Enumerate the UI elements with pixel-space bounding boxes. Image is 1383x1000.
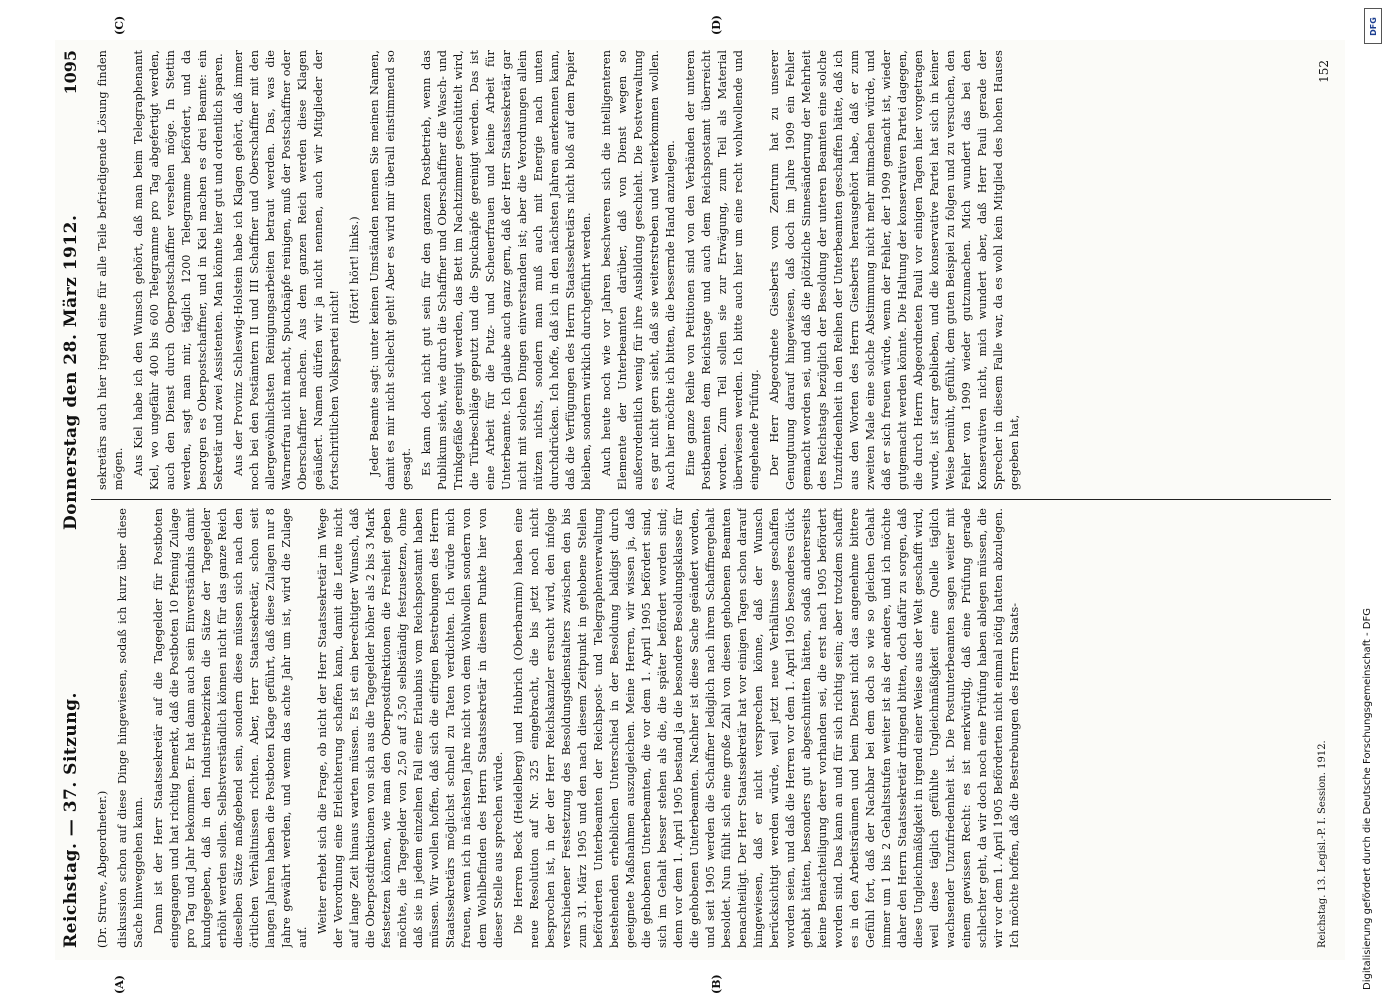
paragraph: sekretärs auch hier irgend eine für alle Teile befriedigende Lösung finden mögen.	[96, 50, 125, 490]
paragraph: Es kann doch nicht gut sein für den ganzen Postbetrieb, wenn das Publikum sieht, wie durch die Schaffner und Oberschaffner die Wasch- und Trinkgefäße gereinigt werden, das Bett im Nachtzimmer geschüttelt wird, die Türbeschläge geputzt und die Spucknäpfe gereinigt werden. Das ist eine Arbeit für die Putz- und Scheuerfrauen und keine Arbeit für Unterbeamte. Ich glaube auch ganz gern, daß der Herr Staatssekretär gar nicht mit solchen Dingen einverstanden ist; aber die Verordnungen allein nützen nichts, sondern man muß auch mit Energie nach unten durchdrücken. Ich hoffe, daß ich in den nächsten Jahren anerkennen kann, daß die Verfügungen des Herrn Staatssekretärs nicht bloß auf dem Papier bleiben, sondern wirklich durchgeführt werden.	[420, 50, 593, 490]
paragraph: Eine ganze Reihe von Petitionen sind von den Verbänden der unteren Postbeamten dem Reichstage und auch dem Reichspostamt überreicht worden. Zum Teil sollen sie zur Erwägung, zum Teil als Material überwiesen werden. Ich bitte auch hier um eine recht wohlwollende und eingehende Prüfung.	[684, 50, 761, 490]
document-page	[55, 15, 1345, 994]
paragraph: Der Herr Abgeordnete Giesberts vom Zentrum hat zu unserer Genugtuung darauf hingewiesen, daß doch im Jahre 1909 ein Fehler gemacht worden sei, und daß die plötzliche Sinnesänderung der Mehrheit des Reichstags bezüglich der Besoldung der unteren Beamten eine solche Unzufriedenheit in den Reihen der Unterbeamten geschaffen hätte, daß ich aus den Worten des Herrn Giesberts herausgehört habe, daß er zum zweiten Male eine solche Abstimmung nicht mehr mitmachen würde, und daß er sich freuen würde, wenn der Fehler, der 1909 gemacht ist, wieder gutgemacht werden könnte. Die Haltung der konservativen Partei dagegen, die durch Herrn Abgeordneten Pauli vor einigen Tagen hier vorgetragen wurde, ist starr geblieben, und die konservative Partei hat sich in keiner Weise bemüht, gefühlt, dem guten Beispiel zu folgen und zu versuchen, den Fehler von 1909 wieder gutzumachen. Mich wundert das bei den Konservativen nicht, mich wundert aber, daß Herr Pauli gerade der Sprecher in diesem Falle war, da es wohl kein Mitglied des hohen Hauses gegeben hat,	[768, 50, 1021, 490]
column-divider	[91, 499, 1331, 500]
right-text-column	[95, 50, 1325, 490]
speaker-note: (Dr. Struve, Abgeordneter.)	[96, 790, 109, 948]
paragraph: Aus Kiel habe ich den Wunsch gehört, daß man beim Telegraphenamt Kiel, wo ungefähr 400 bis 600 Telegramme pro Tag abgefertigt werden, auch den Dienst durch Oberpostschaffner versehen möge. In Stettin werden, sagt man mir, täglich 1200 Telegramme befördert, und da besorgen es Oberpostschaffner, und in Kiel machen es drei Beamte: ein Sekretär und zwei Assistenten. Man könnte hier gut und ordentlich sparen.	[132, 50, 225, 490]
paragraph: Aus der Provinz Schleswig-Holstein habe ich Klagen gehört, daß immer noch bei den Postämtern II und III Schaffner und Oberschaffner mit den allergewöhnlichsten Reinigungsarbeiten betraut werden. Das, was die Warnerfrau nicht macht, Spucknäpfe reinigen, muß der Postschaffner oder Oberschaffner machen. Aus dem ganzen Reich werden diese Klagen geäußert. Namen dürfen wir ja nicht nennen, auch wir Mitglieder der fortschrittlichen Volkspartei nicht!	[232, 50, 341, 490]
paragraph: Weiter erhebt sich die Frage, ob nicht der Herr Staatssekretär im Wege der Verordnung eine Erleichterung schaffen kann, damit die Leute nicht auf lange Zeit hinaus warten müssen. Es ist ein berechtigter Wunsch, daß die Oberpostdirektionen von sich aus die Tagegelder höher als 2 bis 3 Mark festsetzen können, wie man den Oberpostdirektionen die Freiheit geben möchte, die Tagegelder von 2,50 auf 3,50 selbständig festzusetzen, ohne daß sie in jedem einzelnen Fall eine Erlaubnis vom Reichspostamt haben müssen. Wir wollen hoffen, daß sich die eifrigen Bestrebungen des Herrn Staatssekretärs möglichst schnell zu Taten verdichten. Ich würde mich freuen, wenn ich in nächsten Jahre nicht von dem Wohlwollen sondern von dem Wohlbefinden des Herrn Staatssekretär in diesem Punkte hier von dieser Stelle aus sprechen würde.	[316, 508, 505, 948]
paragraph: diskussion schon auf diese Dinge hingewiesen, sodaß ich kurz über diese Sache hinweggehen kann.	[116, 508, 145, 948]
margin-mark-a: (A)	[113, 975, 126, 994]
paragraph: Jeder Beamte sagt: unter keinen Umständen nennen Sie meinen Namen, damit es mir nicht schlecht geht! Aber es wird mir überall einstimmend so gesagt.	[368, 50, 413, 490]
running-header-session: Reichstag. — 37. Sitzung.	[61, 692, 81, 948]
footer-source: Reichstag. 13. Legisl.-P. I. Session. 1912.	[1317, 740, 1328, 948]
interjection: (Hört! hört! links.)	[348, 216, 361, 324]
margin-mark-b: (B)	[710, 974, 723, 994]
page-number: 1095	[61, 50, 80, 95]
footer-sheet-number: 152	[1317, 60, 1331, 83]
running-header-date: Donnerstag den 28. März 1912.	[61, 214, 81, 530]
paragraph: Auch heute noch wie vor Jahren beschweren sich die intelligenteren Elemente der Unterbeamten darüber, daß von Dienst wegen so außerordentlich wenig für ihre Ausbildung geschieht. Die Postverwaltung es gar nicht gern sieht, daß sie weiterstreben und weiterkommen wollen. Auch hier möchte ich bitten, die bessernde Hand anzulegen.	[600, 50, 677, 490]
left-text-column	[95, 508, 1325, 948]
margin-mark-c: (C)	[113, 15, 126, 35]
paragraph: Die Herren Beck (Heidelberg) und Hubrich (Oberbarnim) haben eine neue Resolution auf Nr. 325 eingebracht, die bis jetzt noch nicht besprochen ist, in der der Herr Reichskanzler ersucht wird, den infolge verschiedener Festsetzung des Besoldungsdienstalters zwischen den bis zum 31. März 1905 und den nach diesem Zeitpunkt in gehobene Stellen beförderten Unterbeamten der Reichspost- und Telegraphenverwaltung bestehenden erheblichen Unterschied in der Besoldung baldigst durch geeignete Maßnahmen auszugleichen. Meine Herren, wir wissen ja, daß die gehobenen Unterbeamten, die vor dem 1. April 1905 befördert sind, sich im Gehalt besser stehen als die, die später befördert worden sind; denn vor dem 1. April 1905 bestand ja die besondere Besoldungsklasse für die gehobenen Unterbeamten. Nachher ist diese Sache geändert worden, und seit 1905 werden die Schaffner lediglich nach ihrem Schaffnergehalt besoldet. Nun fühlt sich eine große Zahl von diesen gehobenen Beamten benachteiligt. Der Herr Staatssekretär hat vor einigen Tagen schon darauf hingewiesen, daß er nicht versprechen könne, daß der Wunsch berücksichtigt werden würde, weil jetzt neue Verhältnisse geschaffen worden seien, und daß die Herren vor dem 1. April 1905 besonderes Glück gehabt hätten, besonders gut abgeschnitten hätten, sodaß andererseits keine Benachteiligung derer vorhanden sei, die erst nach 1905 befördert worden sind. Das kann an und für sich richtig sein; aber trotzdem schafft es in den Arbeitsräumen und beim Dienst nicht das angenehme bittere Gefühl fort, daß der Nachbar bei dem doch so wie so gleichen Gehalt immer um 1 bis 2 Gehaltsstufen weiter ist als der andere, und ich möchte daher den Herrn Staatssekretär dringend bitten, doch dafür zu sorgen, daß diese Ungleichmäßigkeit in irgend einer Weise aus der Welt geschafft wird, weil diese täglich gefühlte Ungleichmäßigkeit eine Quelle täglich wachsender Unzufriedenheit ist. Die Postunterbeamten sagen weiter mit einem gewissen Recht: es ist merkwürdig, daß eine Prüfung gerade schlechter geht, da wir doch noch eine Prüfung haben ablegen müssen, die wir vor dem 1. April 1905 Beförderten nicht einmal nötig hatten abzulegen. Ich möchte hoffen, daß die Bestrebungen des Herrn Staats-	[512, 508, 1021, 948]
paragraph: Dann ist der Herr Staatssekretär auf die Tagegelder für Postboten eingegangen und hat richtig bemerkt, daß die Postboten 10 Pfennig Zulage pro Tag und Jahr bekommen. Er hat dann auch sein Einverständnis damit kundgegeben, daß in den Industriebezirken die Sätze der Tagegelder erhöht werden sollen. Selbstverständlich können nicht für das ganze Reich dieselben Sätze maßgebend sein, sondern diese müssen sich nach den örtlichen Verhältnissen richten. Aber, Herr Staatssekretär, schon seit langen Jahren haben die Postboten Klage geführt, daß diese Zulagen nur 8 Jahre gewährt werden, und wenn das achte Jahr um ist, wird die Zulage auf.	[152, 508, 309, 948]
dfg-logo-icon: DFG	[1364, 8, 1382, 44]
digitization-credit: Digitalisierung gefördert durch die Deutsche Forschungsgemeinschaft - DFG	[1362, 607, 1373, 990]
margin-mark-d: (D)	[710, 15, 723, 35]
